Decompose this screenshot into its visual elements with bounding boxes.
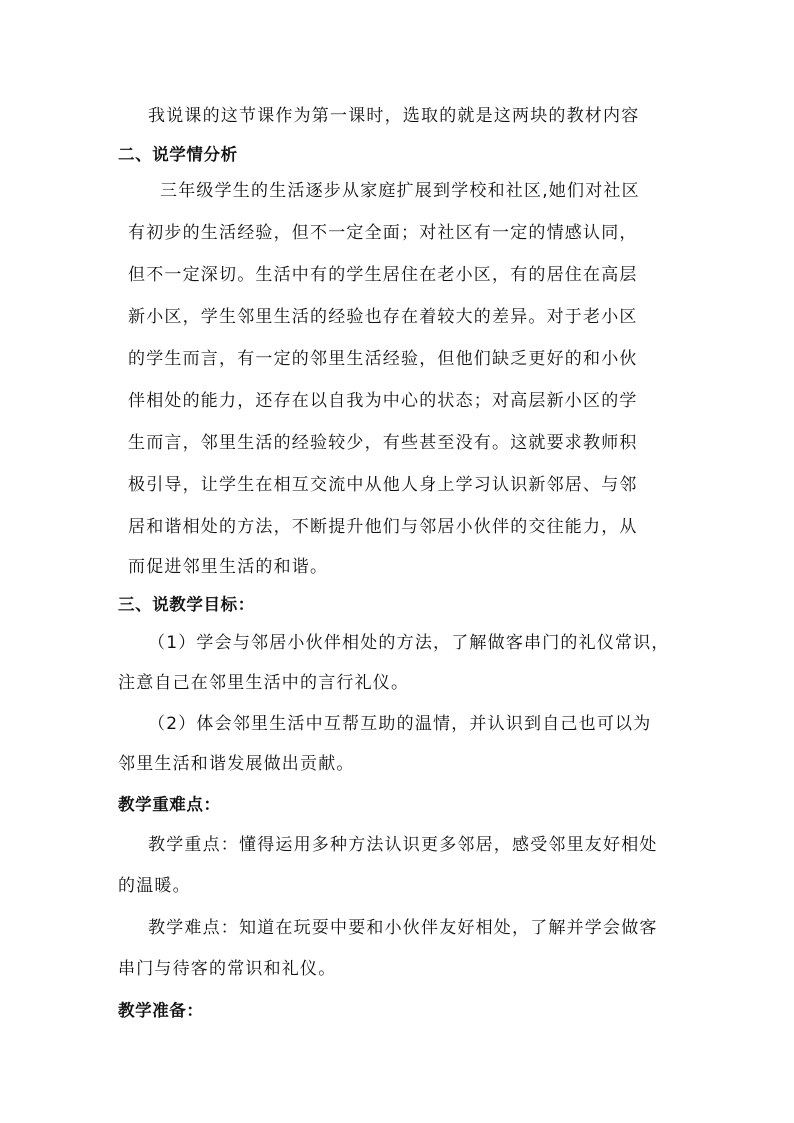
- goal-1-line: 注意自己在邻里生活中的言行礼仪。: [118, 673, 410, 693]
- section-heading-preparation: 教学准备：: [118, 1001, 204, 1020]
- section-heading-learning-analysis: 二、说学情分析: [118, 145, 238, 164]
- paragraph-line: 有初步的生活经验，但不一定全面；对社区有一定的情感认同，: [128, 223, 638, 243]
- paragraph-line: 的学生而言，有一定的邻里生活经验，但他们缺乏更好的和小伙: [128, 349, 638, 369]
- paragraph-line: 生而言，邻里生活的经验较少，有些甚至没有。这就要求教师积: [128, 433, 638, 453]
- goal-2-line: （2）体会邻里生活中互帮互助的温情，并认识到自己也可以为: [148, 714, 652, 734]
- section-heading-key-points: 教学重难点：: [118, 795, 221, 814]
- focus-line: 教学重点：懂得运用多种方法认识更多邻居，感受邻里友好相处: [148, 835, 658, 855]
- paragraph-line: 极引导，让学生在相互交流中从他人身上学习认识新邻居、与邻: [128, 475, 638, 495]
- paragraph-line: 而促进邻里生活的和谐。: [128, 557, 329, 577]
- difficulty-line: 教学难点：知道在玩耍中要和小伙伴友好相处，了解并学会做客: [148, 918, 658, 938]
- paragraph-line: 但不一定深切。生活中有的学生居住在老小区，有的居住在高层: [128, 265, 638, 285]
- paragraph-line: 三年级学生的生活逐步从家庭扩展到学校和社区,她们对社区: [160, 181, 640, 201]
- focus-line: 的温暖。: [118, 876, 191, 896]
- goal-2-line: 邻里生活和谐发展做出贡献。: [118, 754, 355, 774]
- paragraph-line: 新小区，学生邻里生活的经验也存在着较大的差异。对于老小区: [128, 307, 638, 327]
- goal-1-line: （1）学会与邻居小伙伴相处的方法，了解做客串门的礼仪常识，: [148, 633, 670, 653]
- paragraph-line: 居和谐相处的方法，不断提升他们与邻居小伙伴的交往能力，从: [128, 517, 638, 537]
- intro-line: 我说课的这节课作为第一课时，选取的就是这两块的教材内容: [148, 106, 640, 126]
- difficulty-line: 串门与待客的常识和礼仪。: [118, 959, 337, 979]
- paragraph-line: 伴相处的能力，还存在以自我为中心的状态；对高层新小区的学: [128, 391, 638, 411]
- section-heading-teaching-goals: 三、说教学目标：: [118, 595, 255, 614]
